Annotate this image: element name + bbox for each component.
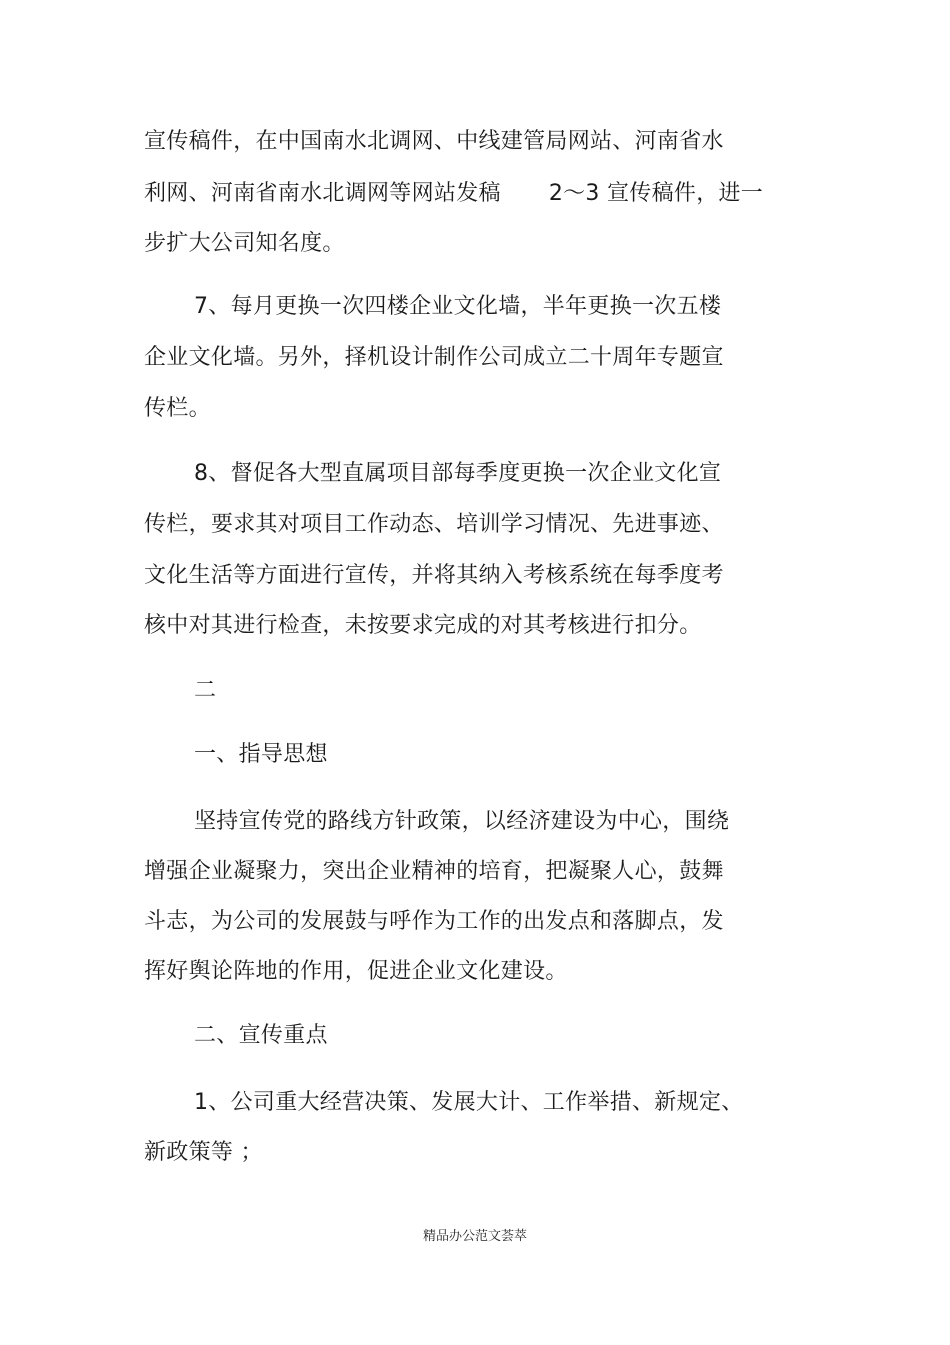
paragraph-start-line: 8、督促各大型直属项目部每季度更换一次企业文化宣 [194,461,722,486]
page-footer: 精品办公范文荟萃 [422,1229,527,1244]
text-line: 传栏。 [144,396,211,421]
text-line: 斗志，为公司的发展鼓与呼作为工作的出发点和落脚点，发 [144,909,724,934]
text-line: 挥好舆论阵地的作用，促进企业文化建设。 [144,959,568,984]
text-line: 文化生活等方面进行宣传，并将其纳入考核系统在每季度考 [144,563,724,588]
paragraph-start-line: 7、每月更换一次四楼企业文化墙，半年更换一次五楼 [194,294,722,319]
section-marker: 二 [194,678,217,703]
text-line [144,180,763,208]
paragraph-start-line: 1、公司重大经营决策、发展大计、工作举措、新规定、 [194,1090,744,1115]
text-line: 企业文化墙。另外，择机设计制作公司成立二十周年专题宣 [144,345,724,370]
section-heading: 一、指导思想 [194,742,328,767]
text-line: 增强企业凝聚力，突出企业精神的培育，把凝聚人心，鼓舞 [144,859,724,884]
text-line: 新政策等 ； [144,1140,263,1165]
text-segment: 利网、河南省南水北调网等网站发稿 [144,181,501,206]
paragraph-start-line: 坚持宣传党的路线方针政策，以经济建设为中心，围绕 [194,809,730,834]
text-line: 步扩大公司知名度。 [144,231,345,256]
text-line: 宣传稿件，在中国南水北调网、中线建管局网站、河南省水 [144,129,724,154]
text-segment: 2～3 宣传稿件，进一 [548,181,764,206]
text-line: 传栏，要求其对项目工作动态、培训学习情况、先进事迹、 [144,512,724,537]
section-heading: 二、宣传重点 [194,1023,328,1048]
text-line: 核中对其进行检查，未按要求完成的对其考核进行扣分。 [144,613,702,638]
